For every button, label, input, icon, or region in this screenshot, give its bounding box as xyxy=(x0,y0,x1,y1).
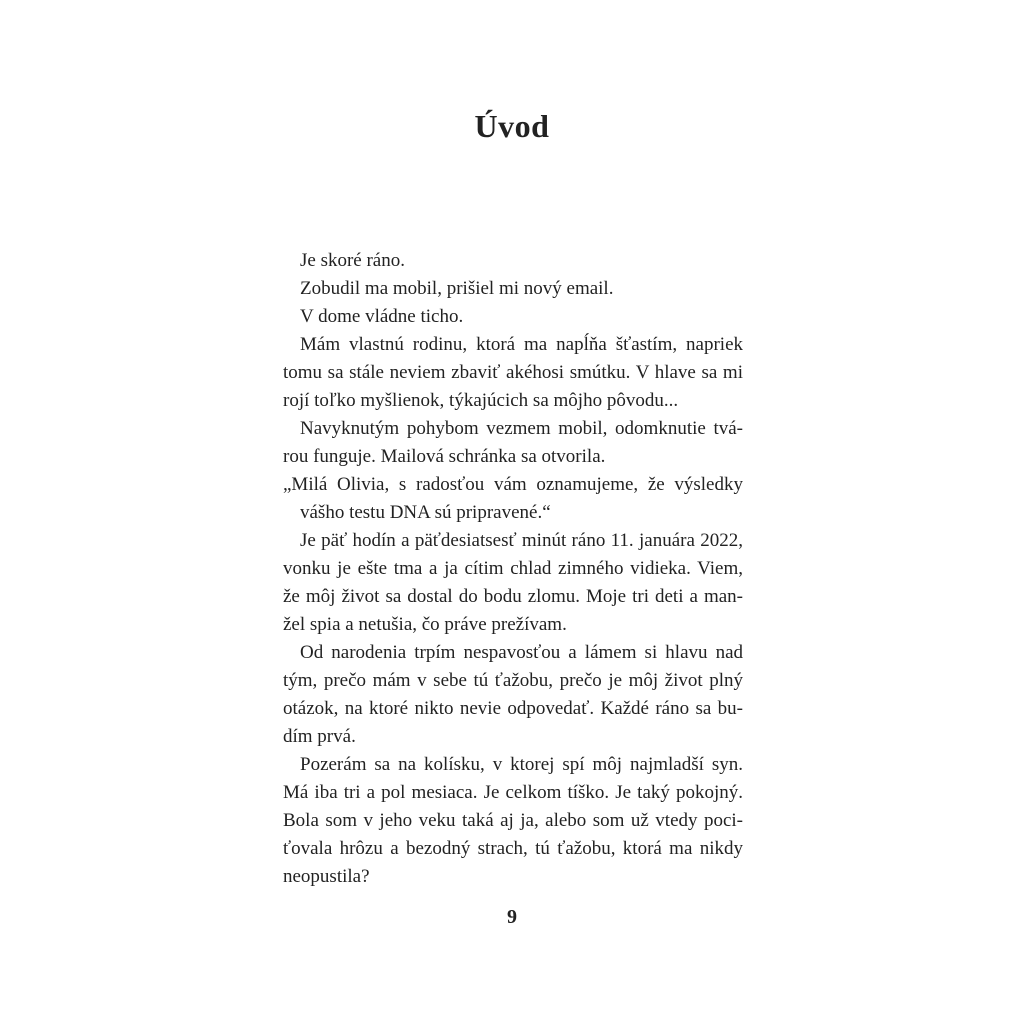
text-line: Pozerám sa na kolísku, v ktorej spí môj najmladší syn. xyxy=(300,754,743,775)
text-line: rou funguje. Mailová schránka sa otvorila. xyxy=(283,446,606,467)
text-line: Má iba tri a pol mesiaca. Je celkom tíško. Je taký pokojný. xyxy=(283,782,743,803)
text-line: ťovala hrôzu a bezodný strach, tú ťažobu, ktorá ma nikdy xyxy=(283,838,743,859)
text-line: dím prvá. xyxy=(283,726,356,747)
text-line: „Milá Olivia, s radosťou vám oznamujeme, že výsledky xyxy=(283,474,743,495)
text-line: otázok, na ktoré nikto nevie odpovedať. Každé ráno sa bu- xyxy=(283,698,743,719)
text-line: vonku je ešte tma a ja cítim chlad zimného vidieka. Viem, xyxy=(283,558,743,579)
text-line: že môj život sa dostal do bodu zlomu. Moje tri deti a man- xyxy=(283,586,743,607)
text-line: neopustila? xyxy=(283,866,370,887)
text-line: Je päť hodín a päťdesiatsesť minút ráno 11. januára 2022, xyxy=(300,530,743,551)
text-line: tým, prečo mám v sebe tú ťažobu, prečo je môj život plný xyxy=(283,670,743,691)
text-line: Mám vlastnú rodinu, ktorá ma napĺňa šťastím, napriek xyxy=(300,334,743,355)
page-number: 9 xyxy=(507,906,517,928)
text-line: Bola som v jeho veku taká aj ja, alebo som už vtedy poci- xyxy=(283,810,743,831)
text-line: Zobudil ma mobil, prišiel mi nový email. xyxy=(300,278,614,299)
text-line: V dome vládne ticho. xyxy=(300,306,464,327)
text-line: vášho testu DNA sú pripravené.“ xyxy=(300,502,551,523)
body-text xyxy=(283,247,743,891)
text-line: Od narodenia trpím nespavosťou a lámem si hlavu nad xyxy=(300,642,743,663)
text-line: žel spia a netušia, čo práve prežívam. xyxy=(283,614,567,635)
text-line: Navyknutým pohybom vezmem mobil, odomknutie tvá- xyxy=(300,418,743,439)
chapter-title: Úvod xyxy=(474,108,550,144)
text-line: Je skoré ráno. xyxy=(300,250,405,271)
text-line: tomu sa stále neviem zbaviť akéhosi smútku. V hlave sa mi xyxy=(283,362,743,383)
text-line: rojí toľko myšlienok, týkajúcich sa môjho pôvodu... xyxy=(283,390,679,411)
